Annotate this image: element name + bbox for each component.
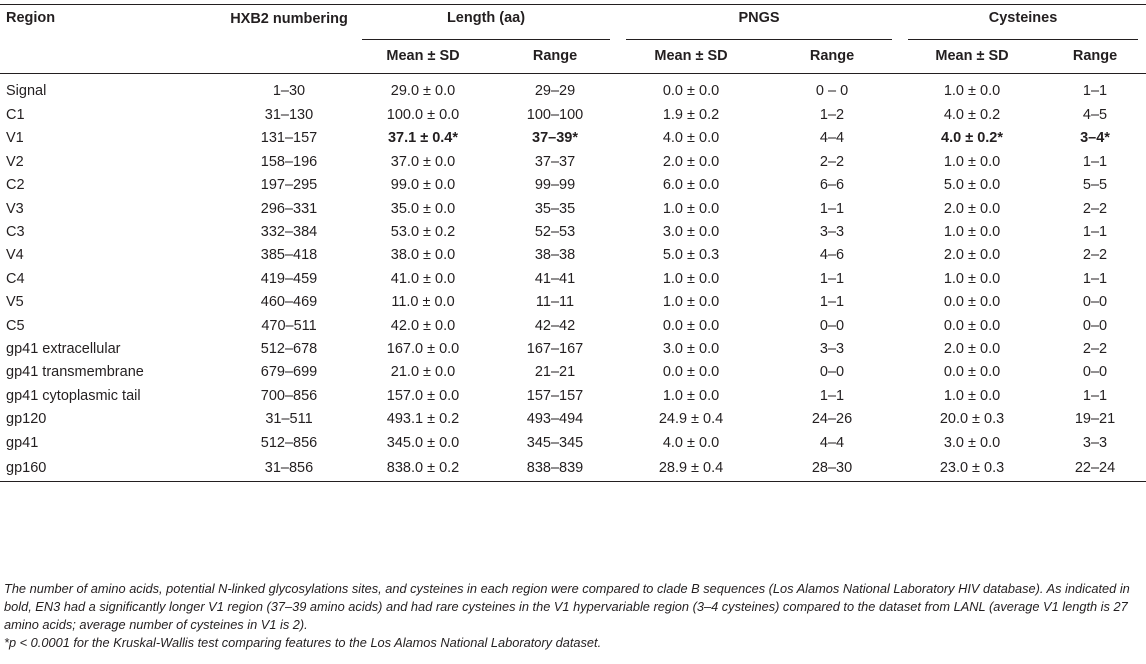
table-row: [0, 408, 1146, 431]
cell-cys-mean: 0.0 ± 0.0: [943, 294, 1001, 311]
cell-len-mean: 99.0 ± 0.0: [390, 177, 456, 194]
cell-len-range: 37–39*: [532, 130, 578, 147]
cell-pngs-mean: 28.9 ± 0.4: [618, 455, 764, 482]
header-pngs-range: Range: [764, 40, 900, 74]
cell-len-range: 493–494: [526, 411, 584, 428]
cell-cys-range: 1–1: [1082, 224, 1108, 241]
cell-hxb2: 700–856: [260, 387, 318, 404]
cell-len-mean: 21.0 ± 0.0: [390, 364, 456, 381]
cell-pngs-range: 1–1: [819, 270, 845, 287]
cell-pngs-mean: 4.0 ± 0.0: [662, 130, 720, 147]
cell-len-mean: 29.0 ± 0.0: [390, 83, 456, 100]
cell-region: V1: [6, 130, 24, 147]
table-row: [0, 385, 1146, 408]
cell-len-range: 42–42: [534, 317, 576, 334]
cell-pngs-range: 1–1: [819, 200, 845, 217]
cell-len-range: 838–839: [492, 455, 618, 482]
cell-len-range: 41–41: [534, 270, 576, 287]
cell-region: C3: [6, 224, 25, 241]
cell-pngs-mean: 0.0 ± 0.0: [662, 83, 720, 100]
cell-pngs-range: 4–4: [819, 434, 845, 451]
table-row: [0, 291, 1146, 314]
table-body: [0, 74, 1146, 482]
cell-cys-range: 0–0: [1082, 317, 1108, 334]
cell-len-mean: 53.0 ± 0.2: [390, 224, 456, 241]
table-row: [0, 127, 1146, 150]
cell-len-mean: 35.0 ± 0.0: [390, 200, 456, 217]
table-row: [0, 338, 1146, 361]
cell-cys-mean: 1.0 ± 0.0: [943, 153, 1001, 170]
cell-cys-mean: 0.0 ± 0.0: [943, 364, 1001, 381]
cell-cys-range: 1–1: [1082, 153, 1108, 170]
cell-len-range: 37–37: [534, 153, 576, 170]
cell-hxb2: 296–331: [260, 200, 318, 217]
cell-hxb2: 385–418: [260, 247, 318, 264]
table-row: [0, 174, 1146, 197]
cell-cys-range: 1–1: [1082, 270, 1108, 287]
header-length-group: [354, 8, 618, 40]
cell-cys-range: 2–2: [1082, 200, 1108, 217]
cell-cys-range: 0–0: [1082, 364, 1108, 381]
cell-pngs-range: 0–0: [819, 317, 845, 334]
table-row: [0, 198, 1146, 221]
cell-cys-range: 2–2: [1082, 247, 1108, 264]
cell-cys-range: 3–3: [1082, 434, 1108, 451]
cell-hxb2: 332–384: [260, 224, 318, 241]
cell-hxb2: 158–196: [260, 153, 318, 170]
cell-pngs-range: 4–4: [819, 130, 845, 147]
cell-cys-mean: 1.0 ± 0.0: [943, 270, 1001, 287]
table-row: [0, 244, 1146, 267]
cell-len-mean: 37.1 ± 0.4*: [387, 130, 459, 147]
cell-pngs-range: 4–6: [819, 247, 845, 264]
cell-cys-range: 2–2: [1082, 341, 1108, 358]
cell-region: V4: [6, 247, 24, 264]
cell-len-mean: 838.0 ± 0.2: [354, 455, 492, 482]
cell-cys-mean: 4.0 ± 0.2*: [941, 130, 1003, 147]
table-row: [0, 74, 1146, 105]
cell-len-range: 99–99: [534, 177, 576, 194]
cell-len-range: 11–11: [535, 294, 575, 311]
cell-cys-mean: 5.0 ± 0.0: [943, 177, 1001, 194]
cell-len-mean: 41.0 ± 0.0: [390, 270, 456, 287]
cell-len-mean: 345.0 ± 0.0: [386, 434, 460, 451]
header-pngs-group: [618, 8, 900, 40]
cell-pngs-mean: 0.0 ± 0.0: [662, 317, 720, 334]
cell-len-range: 345–345: [526, 434, 584, 451]
cell-pngs-range: 28–30: [764, 455, 900, 482]
cell-cys-mean: 3.0 ± 0.0: [943, 434, 1001, 451]
cell-cys-mean: 2.0 ± 0.0: [943, 200, 1001, 217]
table-row: [0, 151, 1146, 174]
cell-pngs-mean: 24.9 ± 0.4: [658, 411, 724, 428]
cell-hxb2: 512–678: [260, 341, 318, 358]
header-pngs-mean: Mean ± SD: [618, 40, 764, 74]
cell-hxb2: 419–459: [260, 270, 318, 287]
cell-hxb2: 679–699: [260, 364, 318, 381]
header-length: Length (aa): [446, 10, 526, 26]
data-table: [0, 8, 1146, 482]
cell-pngs-range: 1–2: [819, 107, 845, 123]
cell-len-range: 21–21: [534, 364, 576, 381]
header-cysteines: Cysteines: [988, 10, 1058, 26]
cell-len-mean: 157.0 ± 0.0: [386, 387, 460, 404]
cell-region: V3: [6, 200, 24, 217]
table-top-rule: [0, 4, 1146, 5]
table-row: [0, 455, 1146, 482]
cell-cys-range: 4–5: [1082, 107, 1108, 123]
cell-pngs-mean: 1.0 ± 0.0: [662, 387, 720, 404]
cell-cys-mean: 1.0 ± 0.0: [943, 83, 1001, 100]
header-cysteines-group: [900, 8, 1146, 40]
cell-pngs-mean: 5.0 ± 0.3: [662, 247, 720, 264]
cell-hxb2: 470–511: [261, 317, 317, 334]
cell-pngs-mean: 3.0 ± 0.0: [662, 224, 720, 241]
header-region: Region: [0, 8, 224, 74]
cell-len-mean: 42.0 ± 0.0: [390, 317, 456, 334]
cell-hxb2: 197–295: [260, 177, 318, 194]
cell-hxb2: 31–130: [264, 107, 314, 123]
cell-cys-range: 1–1: [1082, 387, 1108, 404]
header-cys-mean: Mean ± SD: [900, 40, 1044, 74]
cell-cys-mean: 0.0 ± 0.0: [943, 317, 1001, 334]
cell-hxb2: 512–856: [260, 434, 318, 451]
cell-cys-range: 5–5: [1082, 177, 1108, 194]
cell-region: C4: [6, 270, 25, 287]
cell-region: gp41: [6, 434, 39, 451]
cell-region: V5: [6, 294, 24, 311]
header-cys-range: Range: [1044, 40, 1146, 74]
cell-len-mean: 100.0 ± 0.0: [386, 107, 460, 123]
cell-pngs-range: 1–1: [819, 294, 845, 311]
header-pngs: PNGS: [738, 10, 780, 26]
table-row: [0, 432, 1146, 455]
table-row: [0, 361, 1146, 384]
cell-pngs-mean: 0.0 ± 0.0: [662, 364, 720, 381]
cell-region: gp41 extracellular: [6, 341, 121, 358]
cell-pngs-range: 24–26: [811, 411, 853, 428]
cell-len-range: 35–35: [534, 200, 576, 217]
cell-pngs-mean: 1.0 ± 0.0: [662, 270, 720, 287]
cell-len-mean: 37.0 ± 0.0: [390, 153, 456, 170]
cell-pngs-mean: 4.0 ± 0.0: [662, 434, 720, 451]
cell-region: gp41 cytoplasmic tail: [6, 387, 141, 404]
table-row: [0, 104, 1146, 127]
cell-cys-mean: 2.0 ± 0.0: [943, 247, 1001, 264]
table-row: [0, 221, 1146, 244]
cell-pngs-mean: 1.9 ± 0.2: [662, 107, 720, 123]
cell-pngs-range: 6–6: [819, 177, 845, 194]
cell-region: C5: [6, 317, 25, 334]
cell-pngs-range: 3–3: [819, 224, 845, 241]
header-row-1: [0, 8, 1146, 40]
cell-pngs-mean: 1.0 ± 0.0: [662, 294, 720, 311]
cell-hxb2: 31–511: [265, 411, 313, 428]
cell-region: Signal: [6, 83, 47, 100]
cell-len-mean: 38.0 ± 0.0: [390, 247, 456, 264]
cell-cys-range: 1–1: [1082, 83, 1108, 100]
cell-pngs-range: 0–0: [819, 364, 845, 381]
cell-hxb2: 1–30: [272, 83, 306, 100]
cell-len-range: 157–157: [526, 387, 584, 404]
header-length-mean: Mean ± SD: [354, 40, 492, 74]
cell-cys-mean: 1.0 ± 0.0: [943, 387, 1001, 404]
header-length-range: Range: [492, 40, 618, 74]
cell-pngs-range: 1–1: [819, 387, 845, 404]
cell-region: gp41 transmembrane: [6, 364, 144, 381]
cell-hxb2: 460–469: [260, 294, 318, 311]
cell-cys-mean: 23.0 ± 0.3: [900, 455, 1044, 482]
table-row: [0, 268, 1146, 291]
table-footnotes: [4, 580, 1142, 652]
cell-region: gp120: [6, 411, 47, 428]
cell-len-range: 52–53: [534, 224, 576, 241]
cell-hxb2: 131–157: [260, 130, 318, 147]
footnote-description: The number of amino acids, potential N-linked glycosylations sites, and cysteines in each region were compared to clade B sequences (Los Alamos National Laboratory HIV database). As indicated in bold, EN3 had a significantly longer V1 region (37–39 amino acids) and had rare cysteines in the V1 hypervariable region (3–4 cysteines) compared to the dataset from LANL (average V1 length is 27 amino acids; average number of cysteines in V1 is 2).: [4, 581, 1130, 632]
cell-region: C1: [6, 107, 25, 123]
cell-len-mean: 167.0 ± 0.0: [386, 341, 460, 358]
cell-pngs-mean: 2.0 ± 0.0: [662, 153, 720, 170]
cell-region: V2: [6, 153, 24, 170]
cell-pngs-mean: 6.0 ± 0.0: [662, 177, 720, 194]
cell-pngs-mean: 3.0 ± 0.0: [662, 341, 720, 358]
cell-cys-range: 3–4*: [1080, 130, 1110, 147]
cell-pngs-range: 2–2: [819, 153, 845, 170]
cell-cys-mean: 20.0 ± 0.3: [939, 411, 1005, 428]
cell-cys-mean: 4.0 ± 0.2: [943, 107, 1001, 123]
cell-len-range: 167–167: [526, 341, 584, 358]
cell-pngs-range: 0 – 0: [815, 83, 849, 100]
cell-cys-mean: 2.0 ± 0.0: [943, 341, 1001, 358]
cell-len-mean: 493.1 ± 0.2: [386, 411, 460, 428]
cell-cys-range: 22–24: [1044, 455, 1146, 482]
cell-len-range: 38–38: [534, 247, 576, 264]
cell-len-range: 100–100: [526, 107, 584, 123]
cell-cys-range: 0–0: [1082, 294, 1108, 311]
header-hxb2: HXB2 numbering: [224, 8, 354, 74]
cell-hxb2: 31–856: [224, 455, 354, 482]
cell-cys-mean: 1.0 ± 0.0: [943, 224, 1001, 241]
cell-len-mean: 11.0 ± 0.0: [391, 294, 455, 311]
cell-region: C2: [6, 177, 25, 194]
cell-cys-range: 19–21: [1074, 411, 1116, 428]
cell-pngs-mean: 1.0 ± 0.0: [662, 200, 720, 217]
table-row: [0, 315, 1146, 338]
footnote-significance: *p < 0.0001 for the Kruskal-Wallis test comparing features to the Los Alamos National Laboratory dataset.: [4, 635, 602, 650]
cell-len-range: 29–29: [534, 83, 576, 100]
cell-region: gp160: [0, 455, 224, 482]
cell-pngs-range: 3–3: [819, 341, 845, 358]
